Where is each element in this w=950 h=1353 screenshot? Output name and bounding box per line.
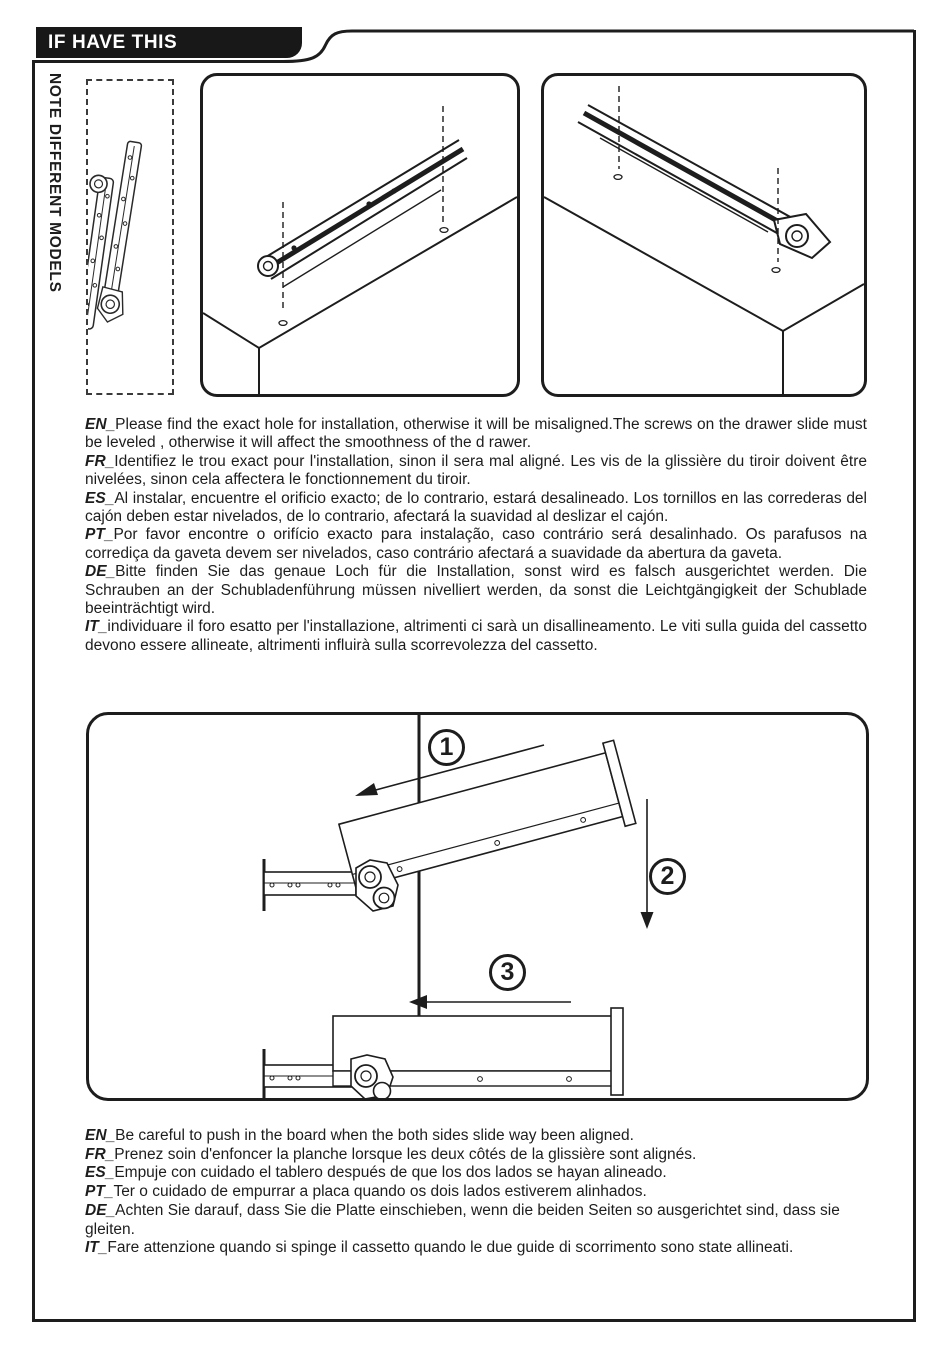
instruction-text: Bitte finden Sie das genaue Loch für die Installation, sonst wird es falsch ausgerichtet werden. Die Schrauben an der Schubladenführung müssen nivelliert werden, da sonst die Leichtgängigkeit der Schublade beeinträchtigt wird. xyxy=(85,563,867,618)
lang-prefix: ES_ xyxy=(85,1164,115,1182)
alignment-guides xyxy=(614,86,780,272)
instruction-text: Identifiez le trou exact pour l'installation, sinon il sera mal aligné. Les vis de la glissière du tiroir doivent être nivelées, sinon cela affectera le fonctionnement du tiroir. xyxy=(85,452,867,489)
lang-prefix: PT_ xyxy=(85,1183,114,1201)
instruction-text: Por favor encontre o orifício exacto para instalação, caso contrário será desalinhado. Os parafusos na corrediça da gaveta devem ser nivelados, caso contrário afectará a suavidade da abertura da gaveta. xyxy=(85,526,867,562)
instructions-top xyxy=(85,416,867,655)
instruction-text: Achten Sie darauf, dass Sie die Platte einschieben, wenn die beiden Seiten so ausgerichtet sind, dass sie gleiten. xyxy=(85,1201,840,1238)
instruction-en xyxy=(85,1127,873,1146)
step-1-badge: 1 xyxy=(428,729,465,766)
pilot-hole xyxy=(614,175,622,180)
instruction-text: Be careful to push in the board when the both sides slide way been aligned. xyxy=(115,1127,634,1144)
lang-prefix: DE_ xyxy=(85,563,116,581)
mounted-slide xyxy=(578,105,830,258)
instruction-it xyxy=(85,618,867,655)
instruction-text: individuare il foro esatto per l'installazione, altrimenti ci sarà un disallineamento. Le viti sulla guida del cassetto devono essere allineate, altrimenti influirà sulla scorrevolezza del cassetto. xyxy=(85,618,867,654)
screw-hole xyxy=(391,188,396,193)
side-note-vertical-label: NOTE DIFFERENT MODELS xyxy=(46,73,63,293)
lang-prefix: EN_ xyxy=(85,416,116,433)
banner-title: IF HAVE THIS ACCESSORY xyxy=(36,27,302,58)
steps-diagram xyxy=(89,715,866,1098)
lang-prefix: EN_ xyxy=(85,1127,116,1144)
install-panel-right xyxy=(541,73,867,397)
install-illustration-left xyxy=(203,76,517,394)
step3-arrow xyxy=(409,995,571,1009)
instruction-es xyxy=(85,490,867,527)
instruction-text: Ter o cuidado de empurrar a placa quando os dois lados estiverem alinhados. xyxy=(113,1183,647,1201)
instruction-es xyxy=(85,1164,873,1183)
instruction-pt xyxy=(85,526,867,563)
install-panel-left xyxy=(200,73,520,397)
steps-diagram-panel xyxy=(86,712,869,1101)
drawer-aligned xyxy=(333,1008,623,1098)
board-corner xyxy=(203,197,517,394)
pilot-hole xyxy=(279,321,287,326)
lang-prefix: IT_ xyxy=(85,618,108,636)
accessory-parts-box xyxy=(86,79,174,395)
pilot-hole xyxy=(772,268,780,273)
step-3-badge: 3 xyxy=(489,954,526,991)
step-2-badge: 2 xyxy=(649,858,686,895)
instruction-text: Prenez soin d'enfoncer la planche lorsque les deux côtés de la glissière sont alignés. xyxy=(114,1145,697,1163)
lang-prefix: DE_ xyxy=(85,1201,116,1219)
instruction-text: Empuje con cuidado el tablero después de que los dos lados se hayan alineado. xyxy=(114,1164,667,1182)
instruction-text: Fare attenzione quando si spinge il cassetto quando le due guide di scorrimento sono state allineati. xyxy=(107,1239,794,1257)
instructions-bottom xyxy=(85,1127,873,1258)
instruction-en xyxy=(85,416,867,453)
slide-rails-thumbnail xyxy=(88,81,172,393)
lang-prefix: ES_ xyxy=(85,489,115,507)
lang-prefix: FR_ xyxy=(85,1145,115,1163)
screw-hole xyxy=(291,245,296,250)
instruction-fr xyxy=(85,1146,873,1165)
install-illustration-right xyxy=(544,76,864,394)
instruction-fr xyxy=(85,453,867,490)
step2-arrow xyxy=(641,799,654,929)
drawer-front-edge xyxy=(611,1008,623,1095)
cabinet-rail-top xyxy=(264,859,356,911)
mounted-slide xyxy=(258,140,467,287)
instruction-text: Please find the exact hole for installation, otherwise it will be misaligned.The screws on the drawer slide must be leveled , otherwise it will affect the smoothness of the d rawer. xyxy=(85,416,867,452)
lang-prefix: PT_ xyxy=(85,526,114,544)
instruction-pt xyxy=(85,1183,873,1202)
alignment-guides xyxy=(279,106,448,325)
lang-prefix: IT_ xyxy=(85,1239,108,1257)
instruction-text: Al instalar, encuentre el orificio exacto; de lo contrario, estará desalineado. Los tornillos en las correderas del cajón deben estar nivelados, de lo contrario, afectará la suavidad al deslizar el cajón. xyxy=(85,489,867,526)
screw-hole xyxy=(366,201,371,206)
lang-prefix: FR_ xyxy=(85,452,115,470)
instruction-it xyxy=(85,1239,873,1258)
instruction-de xyxy=(85,563,867,618)
instruction-de xyxy=(85,1202,873,1239)
pilot-hole xyxy=(440,228,448,233)
